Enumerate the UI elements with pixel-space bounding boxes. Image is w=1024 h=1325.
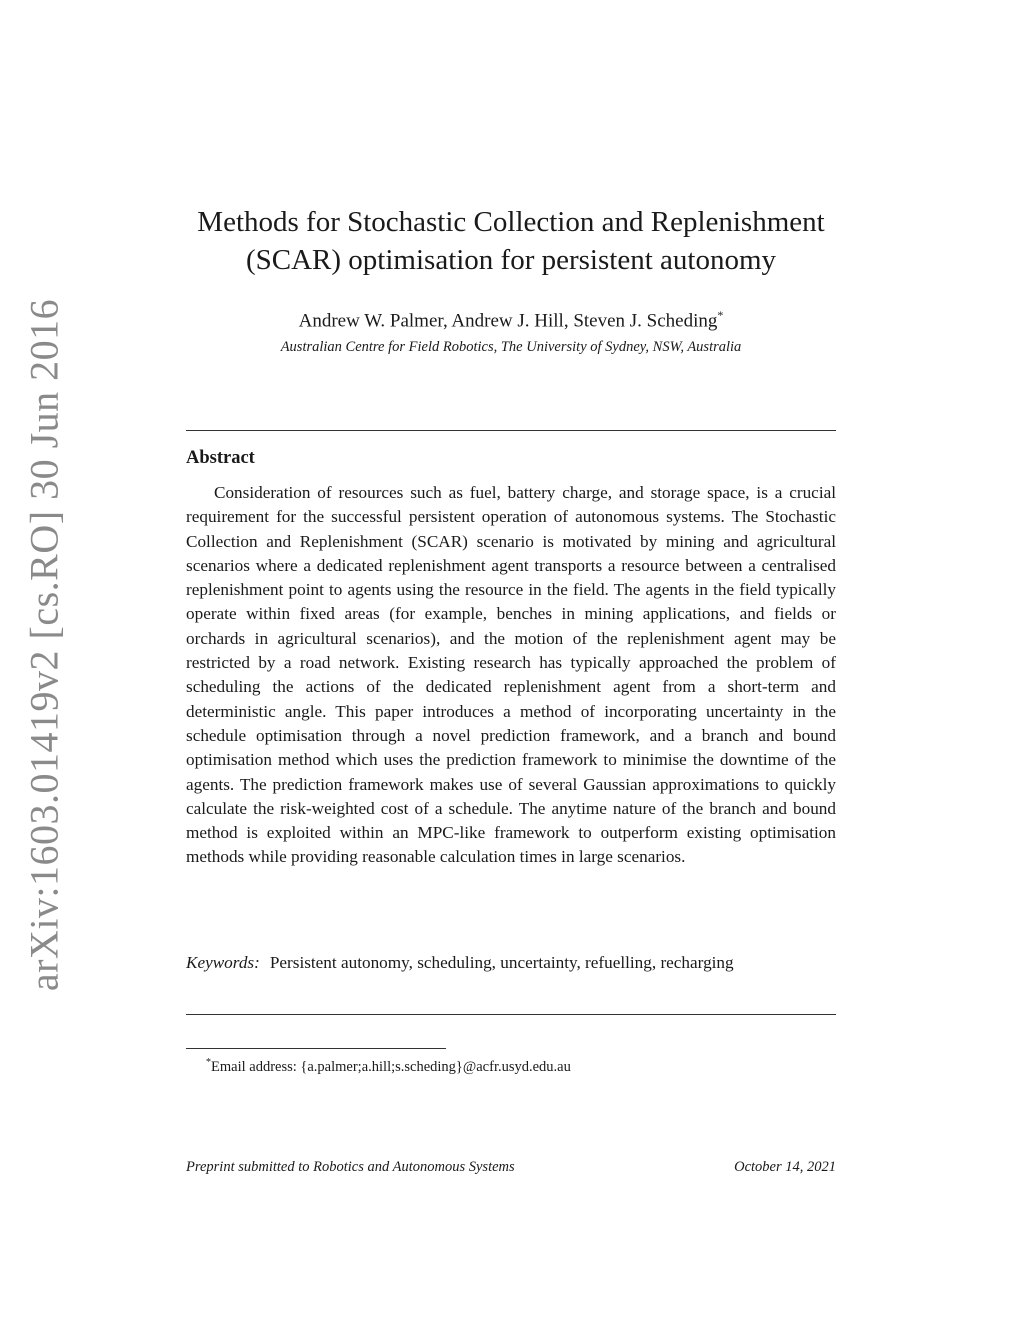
footnote-rule bbox=[186, 1048, 446, 1049]
footer-preprint: Preprint submitted to Robotics and Autonomous Systems bbox=[186, 1159, 515, 1175]
title-line-2: (SCAR) optimisation for persistent autonomy bbox=[245, 244, 776, 276]
abstract-body: Consideration of resources such as fuel, battery charge, and storage space, is a crucial requirement for the successful persistent operation of autonomous systems. The Stochastic Collection and Replenishment (SCAR) scenario is motivated by mining and agricultural scenarios where a dedicated replenishment agent transports a resource between a centralised replenishment point to agents using the resource in the field. The agents in the field typically operate within fixed areas (for example, benches in mining applications, and fields or orchards in agricultural scenarios), and the motion of the replenishment agent may be restricted by a road network. Existing research has typically approached the problem of scheduling the actions of the dedicated replenishment agent from a short-term and deterministic angle. This paper introduces a method of incorporating uncertainty in the schedule optimisation through a novel prediction framework, and a branch and bound optimisation method which uses the prediction framework to minimise the downtime of the agents. The prediction framework makes use of several Gaussian approximations to quickly calculate the risk-weighted cost of a schedule. The anytime nature of the branch and bound method is exploited within an MPC-like framework to outperform existing optimisation methods while providing reasonable calculation times in large scenarios. bbox=[186, 483, 836, 867]
author-footnote-mark: * bbox=[717, 308, 724, 322]
affiliation: Australian Centre for Field Robotics, The University of Sydney, NSW, Australia bbox=[280, 339, 742, 355]
bottom-rule bbox=[186, 1014, 836, 1015]
author-list bbox=[186, 302, 836, 334]
authors-text: Andrew W. Palmer, Andrew J. Hill, Steven J. Scheding bbox=[298, 310, 718, 332]
abstract-heading: Abstract bbox=[186, 448, 255, 468]
title-line-1: Methods for Stochastic Collection and Replenishment bbox=[197, 206, 825, 238]
arxiv-identifier: arXiv:1603.01419v2 [cs.RO] 30 Jun 2016 bbox=[21, 298, 67, 992]
footnote-mark: * bbox=[206, 1057, 211, 1068]
email-footnote bbox=[206, 1053, 571, 1077]
keywords bbox=[186, 951, 836, 975]
keywords-label: Keywords: bbox=[186, 953, 260, 972]
paper-title bbox=[186, 203, 836, 279]
keywords-value: Persistent autonomy, scheduling, uncertainty, refuelling, recharging bbox=[269, 953, 734, 972]
footnote-text: Email address: {a.palmer;a.hill;s.scheding}@acfr.usyd.edu.au bbox=[211, 1058, 571, 1075]
top-rule bbox=[186, 430, 836, 431]
footer-date: October 14, 2021 bbox=[734, 1159, 836, 1175]
